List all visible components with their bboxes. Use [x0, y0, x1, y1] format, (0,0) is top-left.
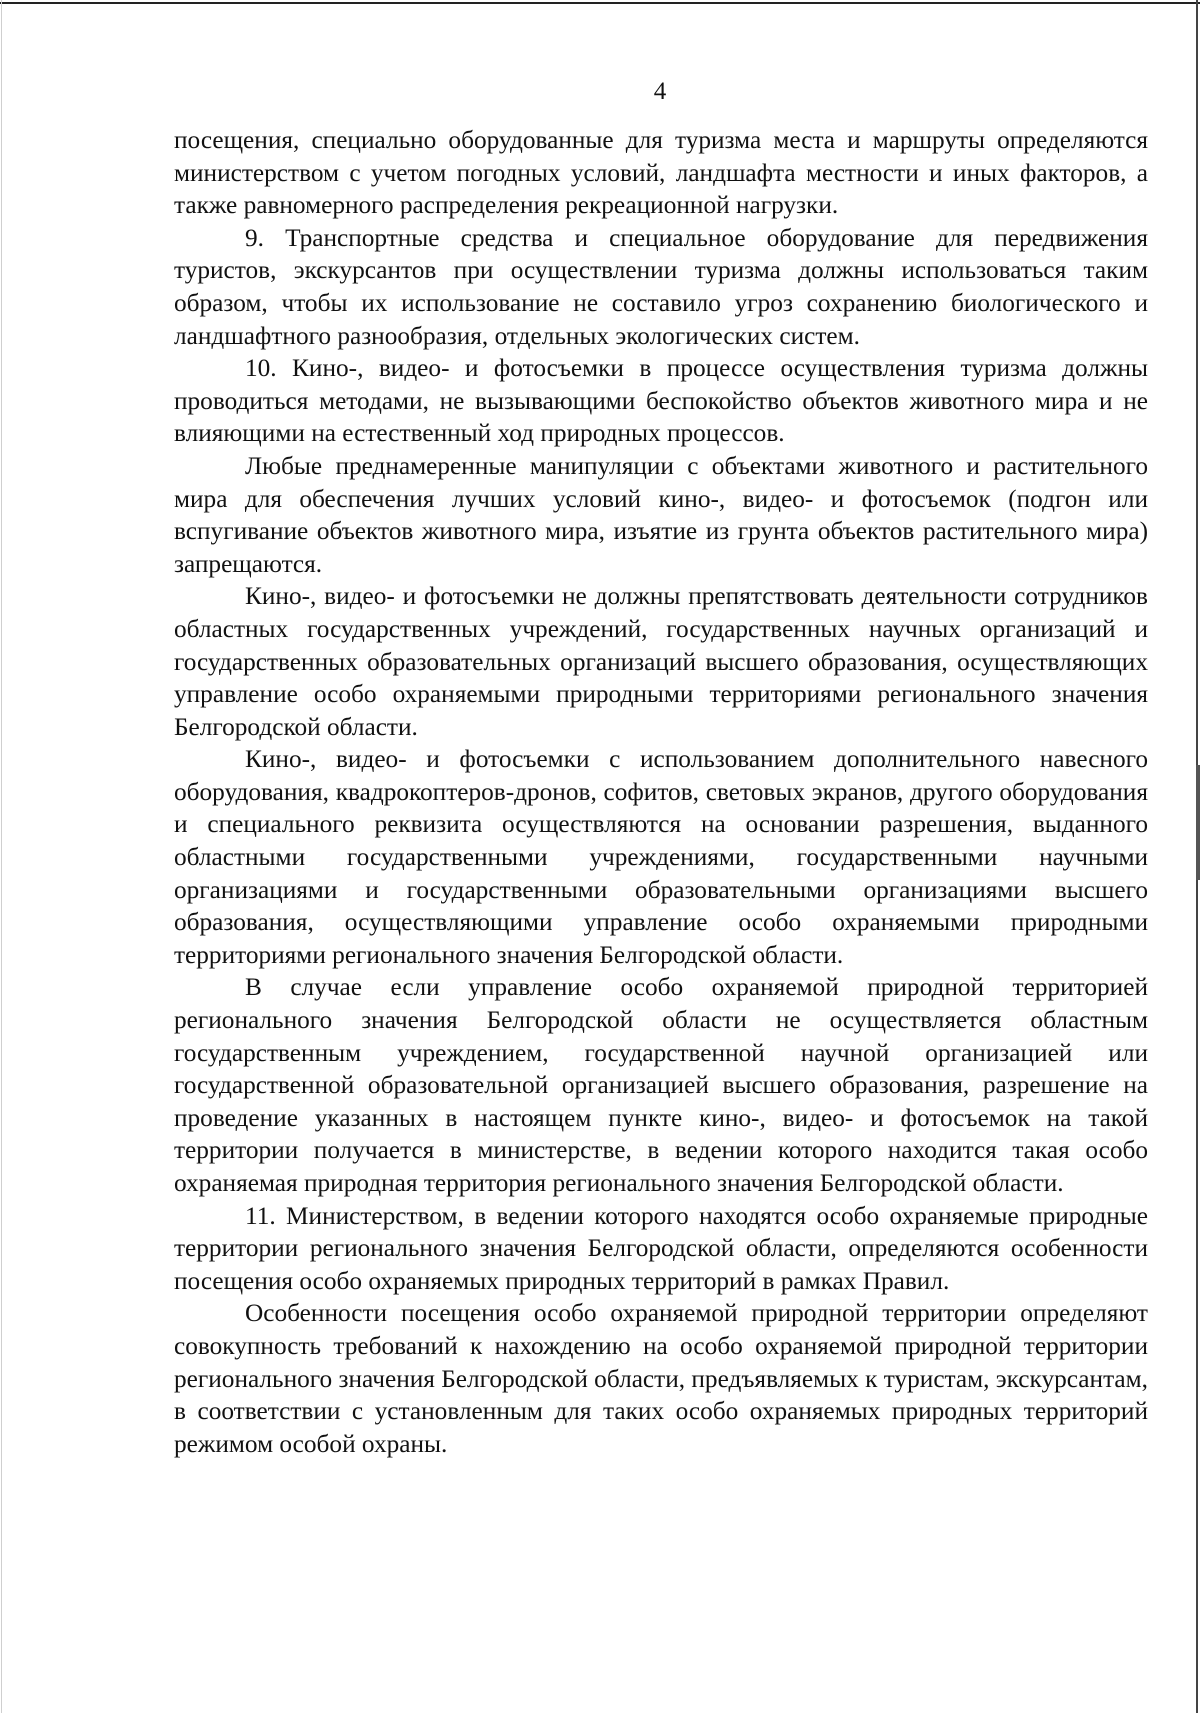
paragraph-item-10: 10. Кино-, видео- и фотосъемки в процессе осуществления туризма должны проводиться методами, не вызывающими беспокойство объектов животного мира и не влияющими на естественный ход природных процессов.	[174, 354, 1148, 448]
paragraph-item-11: 11. Министерством, в ведении которого находятся особо охраняемые природные территории регионального значения Белгородской области, определяются особенности посещения особо охраняемых природных территорий в рамках Правил.	[174, 1201, 1148, 1295]
paragraph: В случае если управление особо охраняемой природной территорией регионального значения Белгородской области не осуществляется областным государственным учреждением, государственной научной организацией или государственной образовательной организацией высшего образования, разрешение на проведение указанных в настоящем пункте кино-, видео- и фотосъемок на такой территории получается в министерстве, в ведении которого находится такая особо охраняемая природная территория регионального значения Белгородской области.	[174, 973, 1148, 1197]
paragraph-continuation: посещения, специально оборудованные для туризма места и маршруты определяются министерством с учетом погодных условий, ландшафта местности и иных факторов, а также равномерного распределения рекреационной нагрузки.	[174, 126, 1148, 220]
scan-left-edge	[1, 0, 2, 1713]
paragraph: Кино-, видео- и фотосъемки не должны препятствовать деятельности сотрудников областных государственных учреждений, государственных научных организаций и государственных образовательных организаций высшего образования, осуществляющих управление особо охраняемыми природными территориями регионального значения Белгородской области.	[174, 582, 1148, 741]
scan-top-edge	[0, 2, 1200, 4]
paragraph: Любые преднамеренные манипуляции с объектами животного и растительного мира для обеспечения лучших условий кино-, видео- и фотосъемок (подгон или вспугивание объектов животного мира, изъятие из грунта объектов растительного мира) запрещаются.	[174, 451, 1148, 578]
paragraph-item-9: 9. Транспортные средства и специальное оборудование для передвижения туристов, экскурсантов при осуществлении туризма должны использоваться таким образом, чтобы их использование не составило угроз сохранению биологического и ландшафтного разнообразия, отдельных экологических систем.	[174, 223, 1148, 350]
paragraph: Кино-, видео- и фотосъемки с использованием дополнительного навесного оборудования, квадрокоптеров-дронов, софитов, световых экранов, другого оборудования и специального реквизита осуществляются на основании разрешения, выданного областными государственными учреждениями, государственными научными организациями и государственными образовательными организациями высшего образования, осуществляющими управление особо охраняемыми природными территориями регионального значения Белгородской области.	[174, 745, 1148, 969]
scan-mark	[1196, 765, 1200, 880]
document-body	[174, 124, 1148, 1460]
page-number: 4	[653, 78, 667, 105]
paragraph: Особенности посещения особо охраняемой природной территории определяют совокупность требований к нахождению на особо охраняемой природной территории регионального значения Белгородской области, предъявляемых к туристам, экскурсантам, в соответствии с установленным для таких особо охраняемых природных территорий режимом особой охраны.	[174, 1299, 1148, 1458]
